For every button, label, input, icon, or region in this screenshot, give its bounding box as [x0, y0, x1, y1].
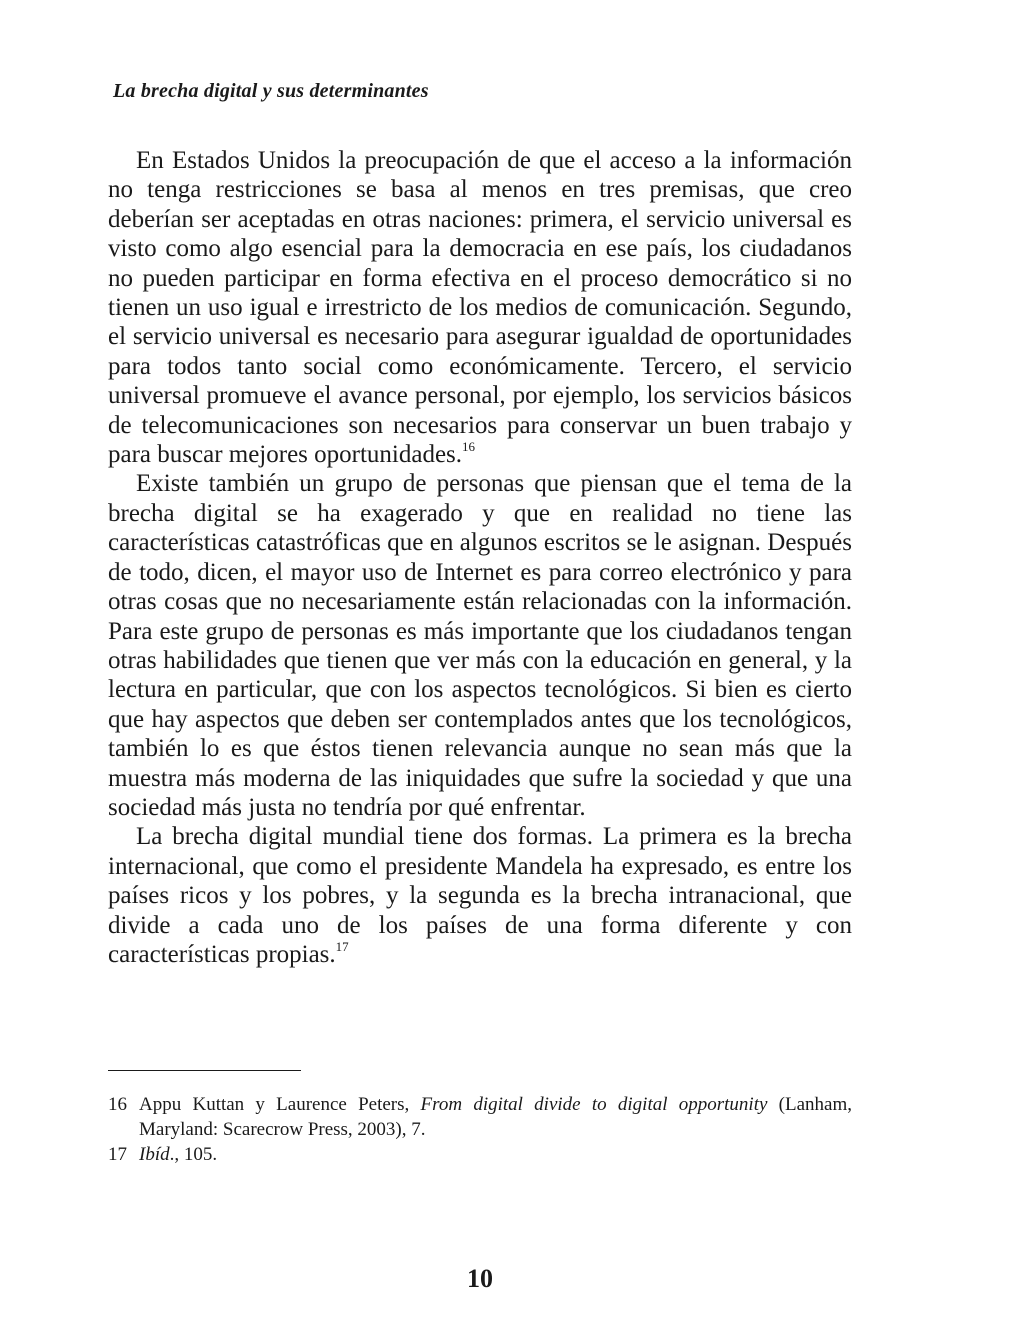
- running-head: La brecha digital y sus determinantes: [113, 80, 429, 102]
- footnote-title: Ibíd: [139, 1144, 170, 1165]
- paragraph-text: En Estados Unidos la preocupación de que el acceso a la información no tenga restricciones se basa al menos en tres premisas, que creo deberían ser aceptadas en otras naciones: primera, el servicio universal es visto como algo esencial para la democracia en ese país, los ciudadanos no pueden participar en forma efectiva en el proceso democrático si no tienen un uso igual e irrestricto de los medios de comunicación. Segundo, el servicio universal es necesario para asegurar igualdad de oportunidades para todos tanto social como económicamente. Tercero, el servicio universal promueve el avance personal, por ejemplo, los servicios básicos de telecomunicaciones son necesarios para conservar un buen trabajo y para buscar mejores oportunidades.: [108, 147, 852, 469]
- footnotes: [108, 1092, 852, 1167]
- footnote: [108, 1142, 852, 1167]
- paragraph: [108, 822, 852, 969]
- body-text: [108, 146, 852, 969]
- paragraph: [108, 146, 852, 469]
- footnote-reference: 17: [335, 938, 349, 954]
- paragraph: [108, 469, 852, 822]
- page-number: 10: [467, 1264, 493, 1293]
- footnote: [108, 1092, 852, 1142]
- footnote-text: (Lanham, Maryland: Scarecrow Press, 2003), 7.: [139, 1094, 852, 1140]
- footnote-text: Appu Kuttan y Laurence Peters,: [139, 1094, 421, 1115]
- footnote-reference: 16: [462, 439, 476, 455]
- footnote-text: ., 105.: [169, 1144, 218, 1165]
- footnote-number: 17: [108, 1144, 127, 1165]
- paragraph-text: La brecha digital mundial tiene dos formas. La primera es la brecha internacional, que como el presidente Mandela ha expresado, es entre los países ricos y los pobres, y la segunda es la brecha intranacional, que divide a cada uno de los países de una forma diferente y con características propias.: [108, 823, 852, 968]
- footnote-title: From digital divide to digital opportunity: [420, 1094, 768, 1115]
- paragraph-text: Existe también un grupo de personas que piensan que el tema de la brecha digital se ha exagerado y que en realidad no tiene las características catastróficas que en algunos escritos se le asignan. Después de todo, dicen, el mayor uso de Internet es para correo electrónico y para otras cosas que no necesariamente están relacionadas con la información. Para este grupo de personas es más importante que los ciudadanos tengan otras habilidades que tienen que ver más con la educación en general, y la lectura en particular, que con los aspectos tecnológicos. Si bien es cierto que hay aspectos que deben ser contemplados antes que los tecnológicos, también lo es que éstos tienen relevancia aunque no sean más que la muestra más moderna de las iniquidades que sufre la sociedad y que una sociedad más justa no tendría por qué enfrentar.: [108, 470, 852, 821]
- footnote-divider: [108, 1070, 301, 1071]
- footnote-number: 16: [108, 1094, 127, 1115]
